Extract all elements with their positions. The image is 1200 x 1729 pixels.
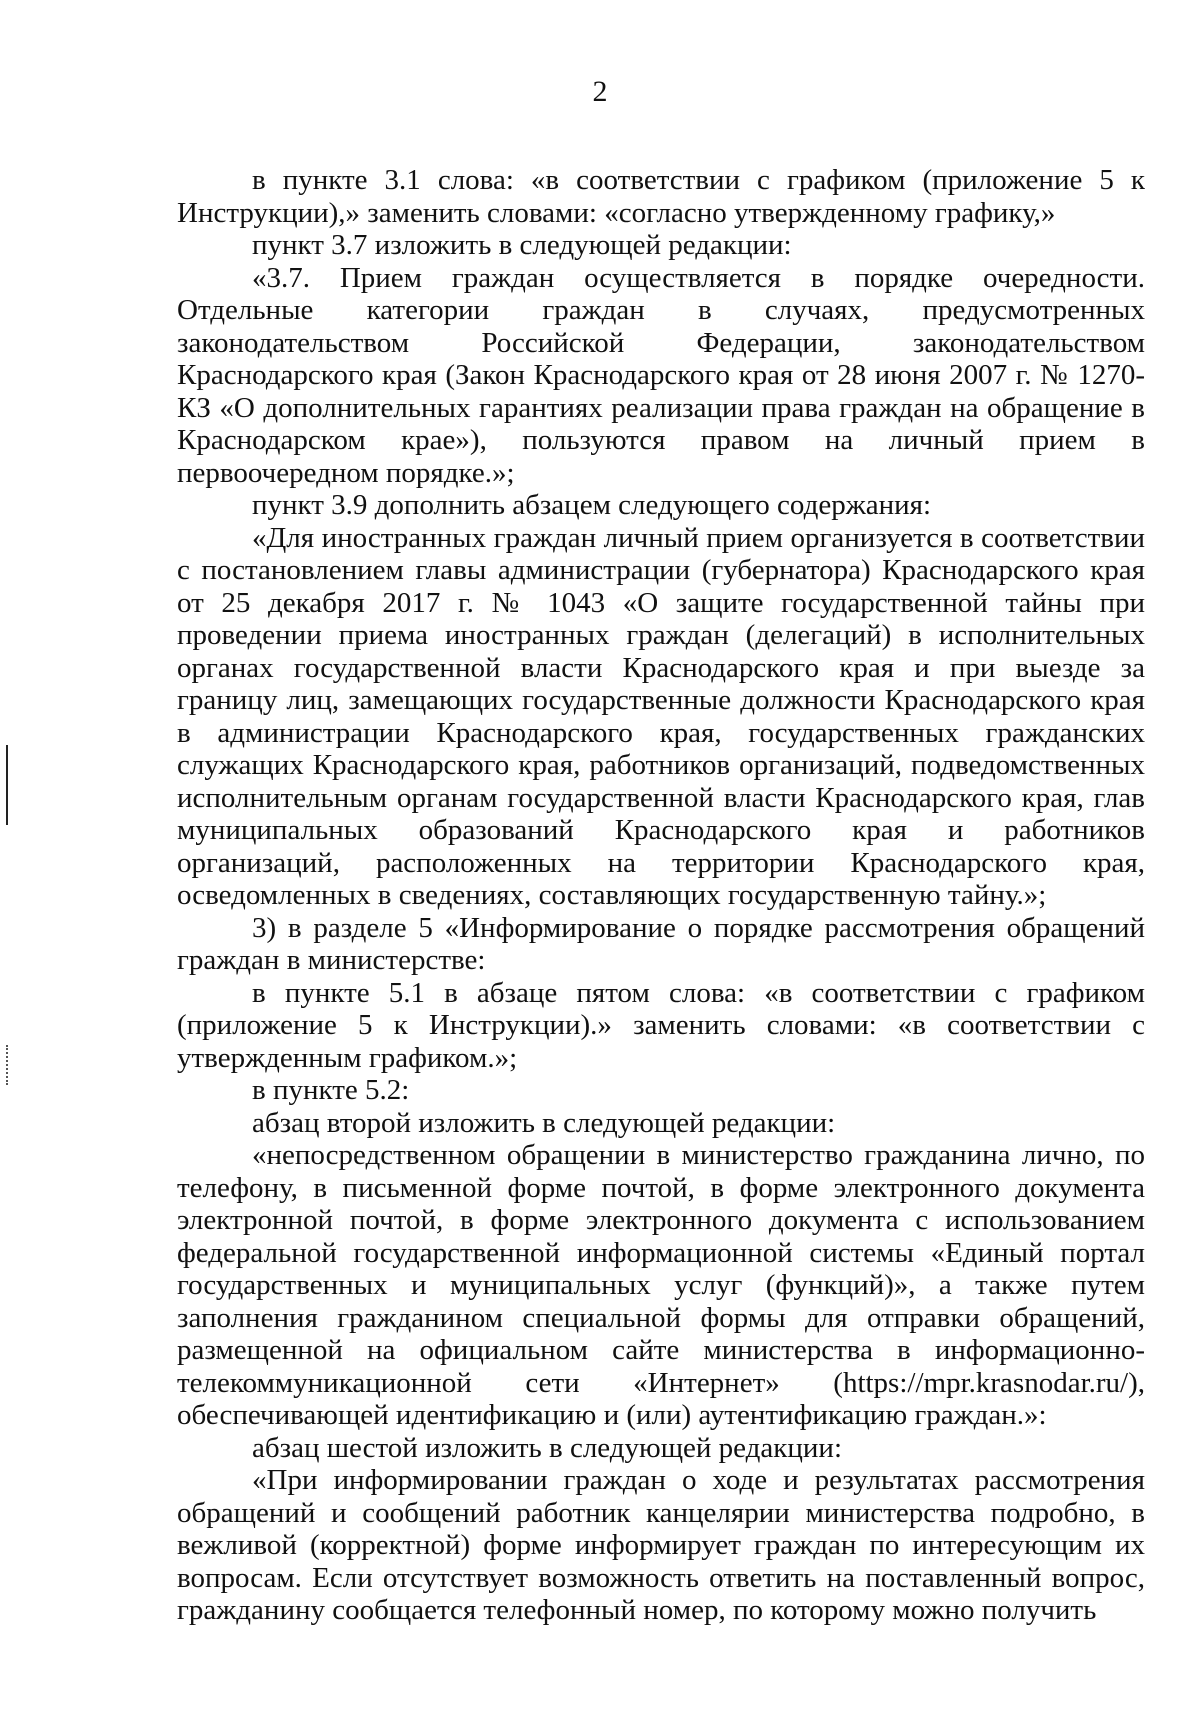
paragraph-point-3-9-intro: пункт 3.9 дополнить абзацем следующего содержания: [252,489,932,521]
page-number: 2 [592,75,608,108]
margin-scan-mark [6,745,8,825]
paragraph-point-3-7-text: «3.7. Прием граждан осуществляется в порядке очередности. Отдельные категории граждан в случаях, предусмотренных законодательством Российской Федерации, законодательством Краснодарского края (Закон Краснодарского края от 28 июня 2007 г. № 1270-КЗ «О дополнительных гарантиях реализации права граждан на обращение в Краснодарском крае»), пользуются правом на личный прием в первоочередном порядке.»; [177,261,1145,489]
paragraph-abzac-2-text: «непосредственном обращении в министерство гражданина лично, по телефону, в письменной форме почтой, в форме электронного документа электронной почтой, в форме электронного документа с использованием федеральной государственной информационной системы «Единый портал государственных и муниципальных услуг (функций)», а также путем заполнения гражданином специальной формы для отправки обращений, размещенной на официальном сайте министерства в информационно-телекоммуникационной сети «Интернет» (https://mpr.krasnodar.ru/), обеспечивающей идентификацию и (или) аутентификацию граждан.»: [177,1139,1145,1431]
paragraph-abzac-2-intro: абзац второй изложить в следующей редакции: [252,1106,836,1139]
paragraph-abzac-6-text: «При информировании граждан о ходе и результатах рассмотрения обращений и сообщений работник канцелярии министерства подробно, в вежливой (корректной) форме информирует граждан по интересующим их вопросам. Если отсутствует возможность ответить на поставленный вопрос, гражданину сообщается телефонный номер, по которому можно получить [177,1464,1145,1626]
paragraph-point-5-2: в пункте 5.2: [252,1074,410,1106]
paragraph-point-3-1: в пункте 3.1 слова: «в соответствии с графиком (приложение 5 к Инструкции),» заменить словами: «согласно утвержденному графику,» [177,164,1145,229]
paragraph-point-3-7-intro: пункт 3.7 изложить в следующей редакции: [252,229,792,261]
paragraph-point-3-9-text: «Для иностранных граждан личный прием организуется в соответствии с постановлением главы администрации (губернатора) Краснодарского края от 25 декабря 2017 г. № 1043 «О защите государственной тайны при проведении приема иностранных граждан (делегаций) в исполнительных органах государственной власти Краснодарского края и при выезде за границу лиц, замещающих государственные должности Краснодарского края в администрации Краснодарского края, государственных гражданских служащих Краснодарского края, работников организаций, подведомственных исполнительным органам государственной власти Краснодарского края, глав муниципальных образований Краснодарского края и работников организаций, расположенных на территории Краснодарского края, осведомленных в сведениях, составляющих государственную тайну.»; [177,521,1145,911]
document-body [177,164,1145,1627]
paragraph-abzac-6-intro: абзац шестой изложить в следующей редакции: [252,1431,842,1464]
paragraph-section-5: 3) в разделе 5 «Информирование о порядке рассмотрения обращений граждан в министерстве: [177,911,1145,976]
margin-scan-mark-dotted [6,1045,8,1085]
paragraph-point-5-1: в пункте 5.1 в абзаце пятом слова: «в соответствии с графиком (приложение 5 к Инструкции).» заменить словами: «в соответствии с утвержденным графиком.»; [177,976,1145,1074]
